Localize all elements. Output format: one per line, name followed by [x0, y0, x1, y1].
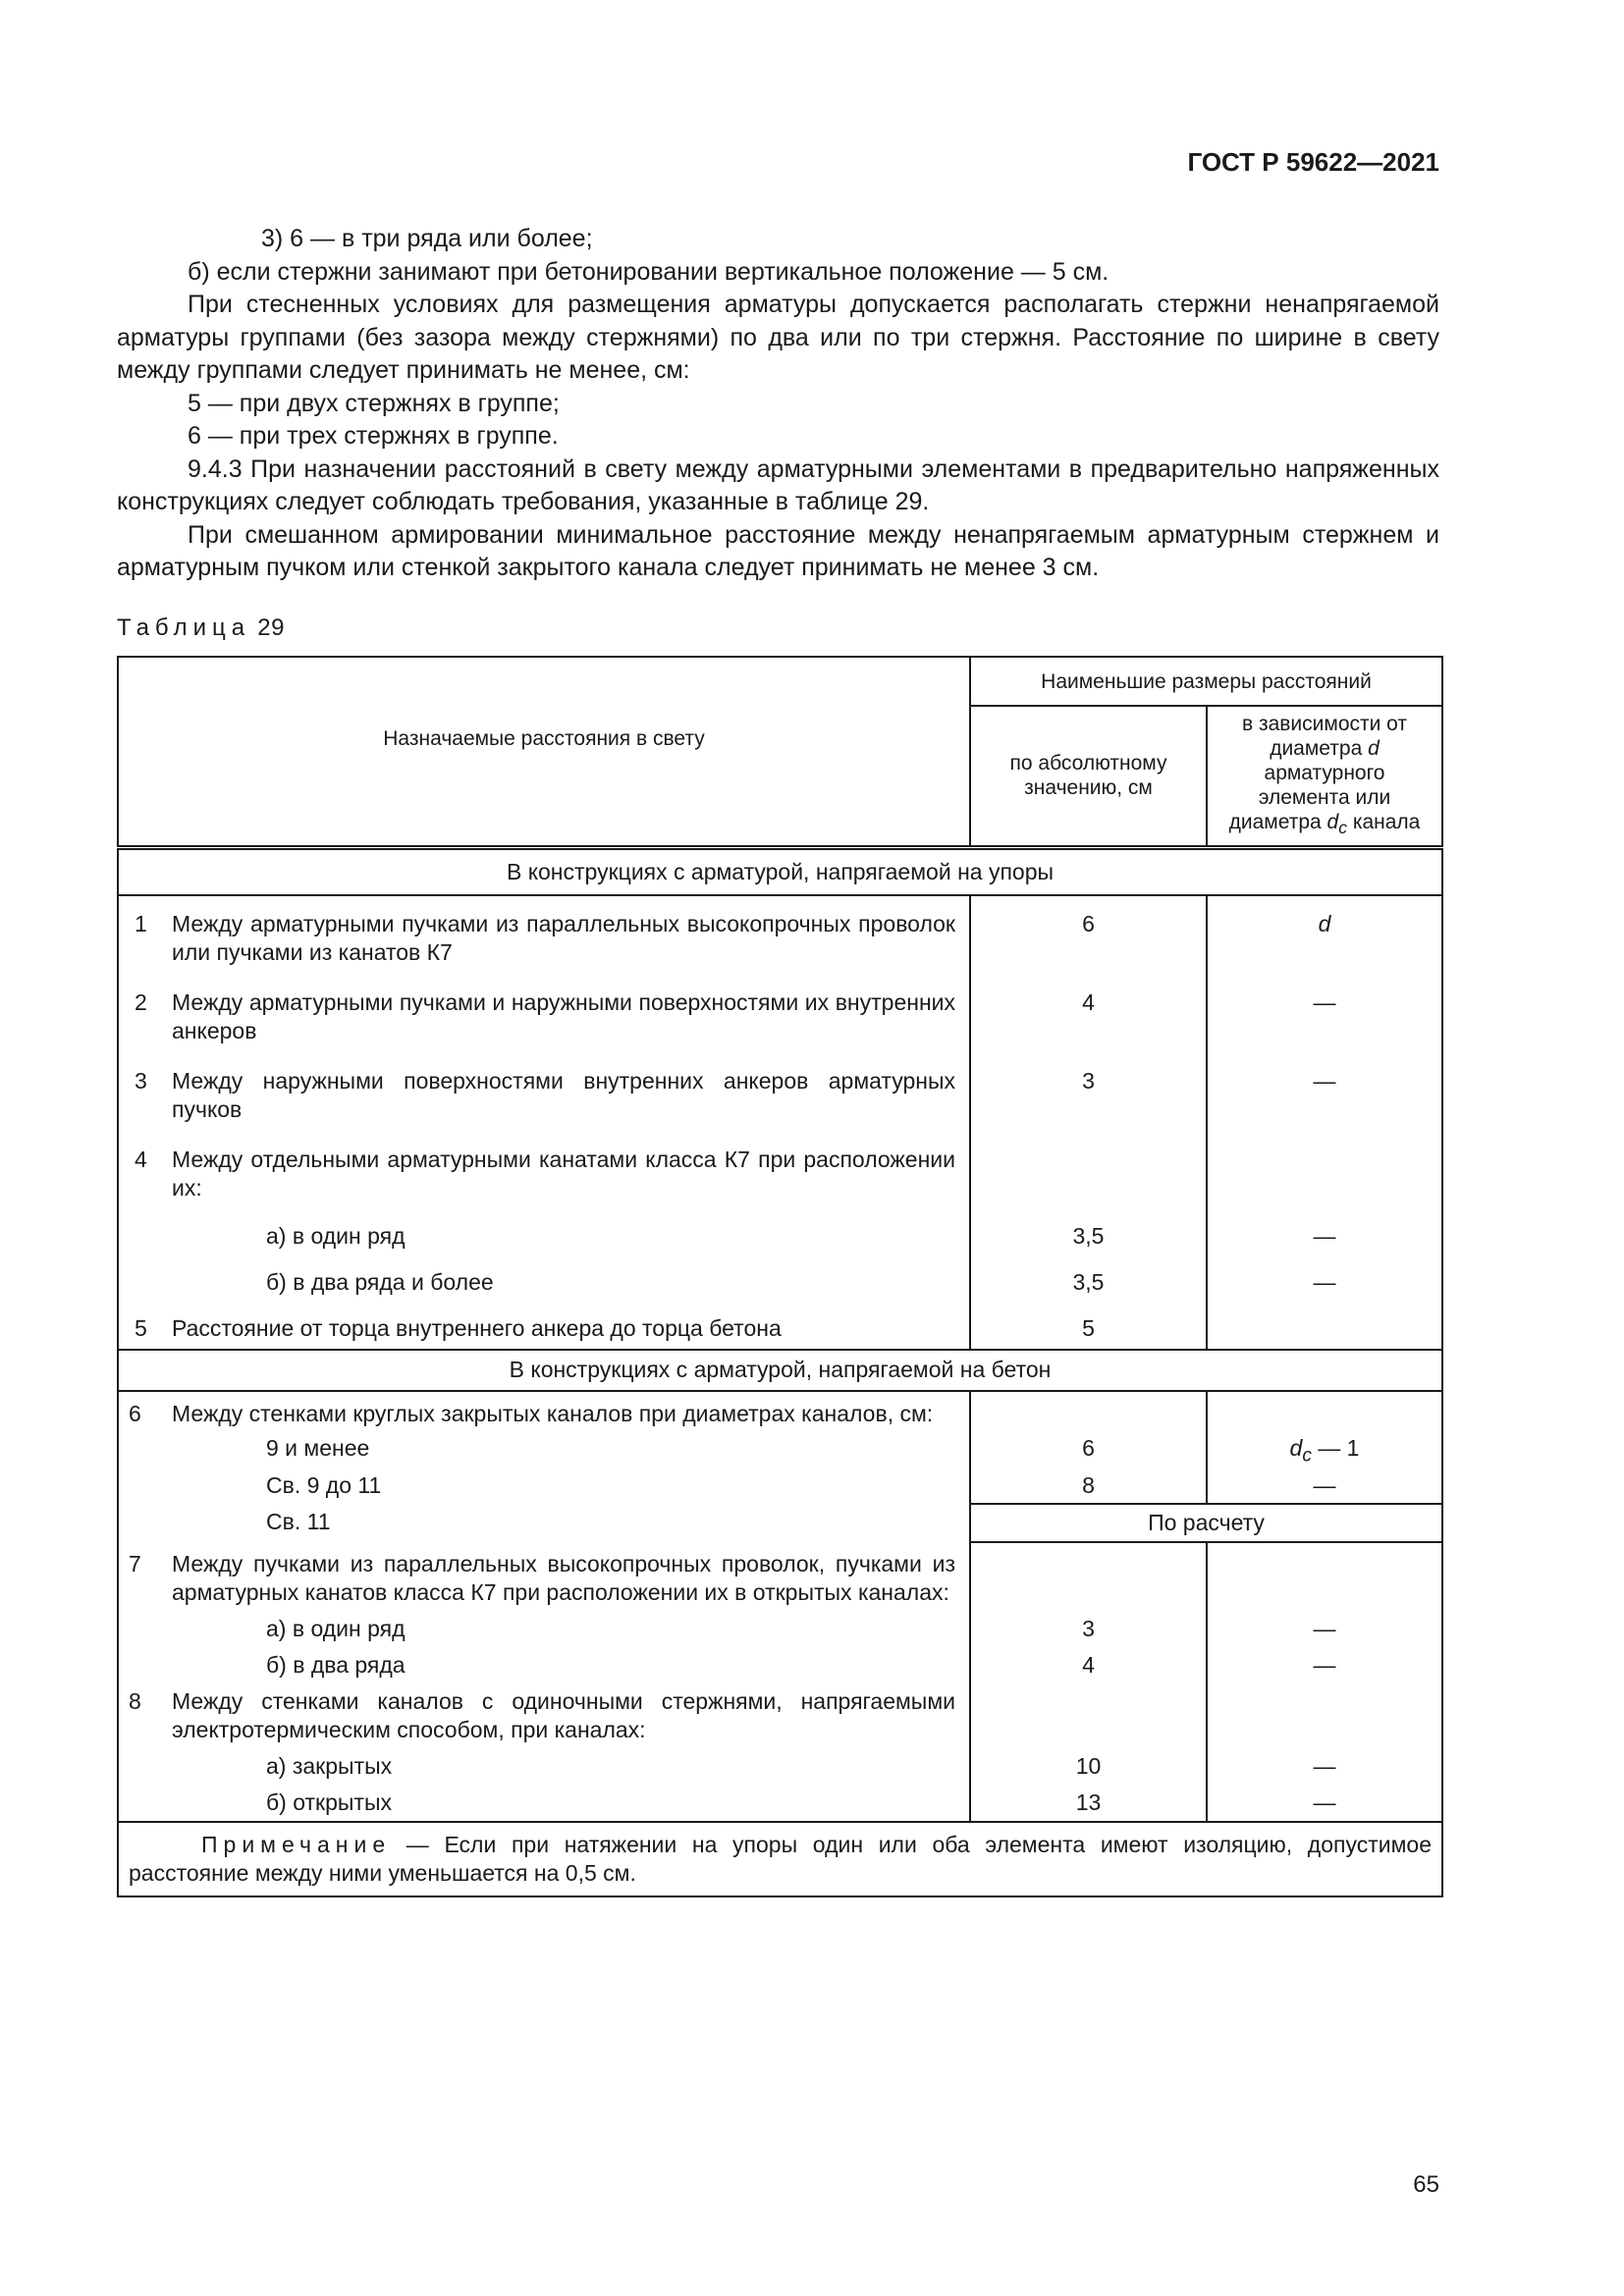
merged-value: По расчету: [970, 1504, 1442, 1542]
abs-value: 3: [970, 1053, 1207, 1132]
table-number: 29: [257, 614, 285, 641]
abs-value: 3,5: [970, 1210, 1207, 1256]
abs-value: 5: [970, 1303, 1207, 1350]
table-row: а) закрытых: [118, 1744, 970, 1785]
rel-value: —: [1207, 1053, 1442, 1132]
paragraph: 6 — при трех стержнях в группе.: [188, 422, 559, 450]
abs-value: 3: [970, 1607, 1207, 1647]
paragraph: б) если стержни занимают при бетонировании вертикальное положение — 5 см.: [188, 257, 1110, 286]
header-cell: Наименьшие размеры расстояний: [970, 657, 1442, 706]
table-row: 2 Между арматурными пучками и наружными поверхностями их внутренних анкеров: [118, 975, 970, 1053]
rel-value: —: [1207, 1744, 1442, 1785]
page-number: 65: [1413, 2171, 1439, 2198]
rel-value: $d_c$ — 1: [1207, 1428, 1442, 1470]
table-row: 7 Между пучками из параллельных высокопрочных проволок, пучками из арматурных канатов класса К7 при расположении их в открытых каналах:: [118, 1542, 970, 1607]
table-row: а) в один ряд: [118, 1210, 970, 1256]
rel-value: —: [1207, 1607, 1442, 1647]
table-row: 9 и менее: [118, 1428, 970, 1470]
table-row: Св. 9 до 11: [118, 1469, 970, 1504]
body-text: [117, 223, 1439, 585]
abs-value: 6: [970, 1428, 1207, 1470]
rel-value: —: [1207, 975, 1442, 1053]
table-row: б) в два ряда и более: [118, 1256, 970, 1303]
paragraph: 9.4.3 При назначении расстояний в свету между арматурными элементами в предварительно напряженных конструкциях следует соблюдать требования, указанные в таблице 29.: [117, 454, 1439, 515]
paragraph: 3) 6 — в три ряда или более;: [261, 225, 593, 252]
paragraph: При стесненных условиях для размещения арматуры допускается располагать стержни ненапрягаемой арматуры группами (без зазора между стержнями) по два или по три стержня. Расстояние по ширине в свету между группами следует принимать не менее, см:: [117, 291, 1439, 384]
abs-value: 8: [970, 1469, 1207, 1504]
header-cell: по абсолютному значению, см: [970, 706, 1207, 847]
table-row: Св. 11: [118, 1504, 970, 1542]
table-row: а) в один ряд: [118, 1607, 970, 1647]
abs-value: 3,5: [970, 1256, 1207, 1303]
abs-value: 10: [970, 1744, 1207, 1785]
rel-value: —: [1207, 1256, 1442, 1303]
rel-value: —: [1207, 1469, 1442, 1504]
rel-value: d: [1207, 895, 1442, 975]
paragraph: При смешанном армировании минимальное расстояние между ненапрягаемым арматурным стержнем и арматурным пучком или стенкой закрытого канала следует принимать не менее 3 см.: [117, 520, 1439, 581]
table-row: 6 Между стенками круглых закрытых каналов при диаметрах каналов, см:: [118, 1391, 970, 1428]
abs-value: 6: [970, 895, 1207, 975]
table-caption: [117, 614, 285, 642]
table-row: 8 Между стенками каналов с одиночными стержнями, напрягаемыми электротермическим способом, при каналах:: [118, 1683, 970, 1744]
header-cell: в зависимости от диаметра d арматурного элемента или диаметра $d_c$ канала: [1207, 706, 1442, 847]
rel-value: —: [1207, 1210, 1442, 1256]
table-row: 1 Между арматурными пучками из параллельных высокопрочных проволок или пучками из канатов К7: [118, 895, 970, 975]
table-row: 5 Расстояние от торца внутреннего анкера до торца бетона: [118, 1303, 970, 1350]
paragraph: 5 — при двух стержнях в группе;: [188, 389, 560, 417]
section-heading: В конструкциях с арматурой, напрягаемой на упоры: [118, 847, 1442, 895]
document-code: ГОСТ Р 59622—2021: [1187, 147, 1439, 177]
table-row: б) в два ряда: [118, 1647, 970, 1683]
table-row: 4 Между отдельными арматурными канатами класса К7 при расположении их:: [118, 1132, 970, 1210]
table-note: Примечание — Если при натяжении на упоры один или оба элемента имеют изоляцию, допустимое расстояние между ними уменьшается на 0,5 см.: [118, 1822, 1442, 1896]
rel-value: —: [1207, 1647, 1442, 1683]
distances-table: [117, 656, 1443, 1897]
abs-value: 4: [970, 1647, 1207, 1683]
table-row: 3 Между наружными поверхностями внутренних анкеров арматурных пучков: [118, 1053, 970, 1132]
abs-value: 13: [970, 1785, 1207, 1822]
abs-value: 4: [970, 975, 1207, 1053]
rel-value: —: [1207, 1785, 1442, 1822]
table-label: Таблица: [117, 614, 251, 641]
header-cell: Назначаемые расстояния в свету: [118, 657, 970, 847]
section-heading: В конструкциях с арматурой, напрягаемой на бетон: [118, 1350, 1442, 1391]
table-row: б) открытых: [118, 1785, 970, 1822]
